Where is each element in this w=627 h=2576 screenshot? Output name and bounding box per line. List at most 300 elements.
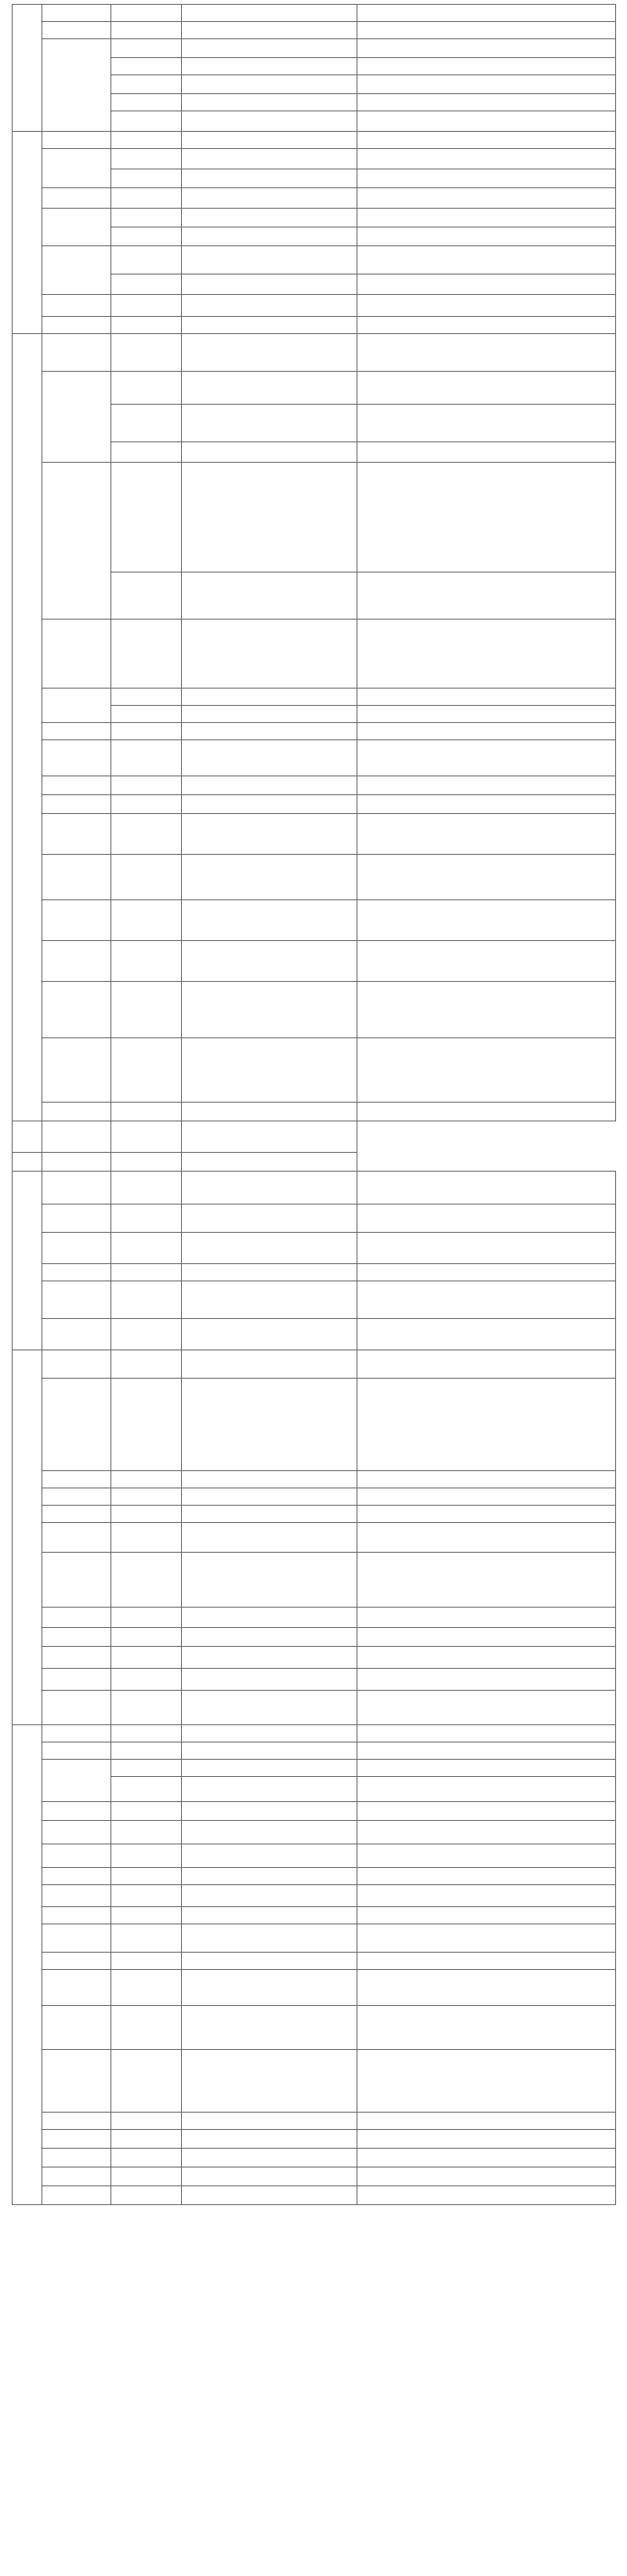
table-row <box>13 295 616 317</box>
address-cell <box>182 900 357 941</box>
address-cell <box>182 1953 357 1970</box>
activity-cell <box>357 111 616 132</box>
project-cell <box>111 1038 182 1103</box>
activity-cell <box>357 442 616 463</box>
table-row <box>13 900 616 941</box>
address-cell <box>182 619 357 689</box>
activity-cell <box>357 227 616 246</box>
address-cell <box>182 814 357 855</box>
address-cell <box>182 372 357 405</box>
table-row <box>13 1868 616 1885</box>
table-row <box>13 132 616 149</box>
developer-cell <box>42 1760 111 1802</box>
activity-cell <box>357 1647 616 1669</box>
project-cell <box>111 689 182 706</box>
table-row <box>13 2006 616 2050</box>
project-cell <box>111 2167 182 2186</box>
project-cell <box>111 706 182 723</box>
project-cell <box>111 1725 182 1742</box>
table-row <box>13 1172 616 1204</box>
area-cell <box>13 5 42 132</box>
project-cell <box>111 1281 182 1319</box>
activity-cell <box>357 22 616 39</box>
project-cell <box>111 1647 182 1669</box>
project-cell <box>111 1669 182 1691</box>
developer-cell <box>42 246 111 295</box>
address-cell <box>182 1628 357 1647</box>
table-row <box>13 209 616 227</box>
table-row <box>13 463 616 572</box>
activity-cell <box>357 941 616 982</box>
table-row <box>13 1844 616 1868</box>
activity-cell <box>357 1777 616 1802</box>
address-cell <box>182 1204 357 1233</box>
table-row <box>13 619 616 689</box>
project-cell <box>111 1553 182 1608</box>
developer-cell <box>42 1691 111 1725</box>
developer-cell <box>42 740 111 776</box>
table-row <box>13 22 616 39</box>
activity-cell <box>357 405 616 442</box>
developer-cell <box>42 2186 111 2205</box>
activity-cell <box>357 855 616 900</box>
address-cell <box>182 572 357 619</box>
activity-cell <box>357 1953 616 1970</box>
developer-cell <box>42 1379 111 1471</box>
activity-cell <box>182 1121 357 1153</box>
address-cell <box>182 1924 357 1953</box>
table-row <box>13 2167 616 2186</box>
project-cell <box>111 227 182 246</box>
address-cell <box>182 1691 357 1725</box>
address-cell <box>182 740 357 776</box>
developer-cell <box>42 463 111 619</box>
project-cell <box>111 2186 182 2205</box>
developer-cell <box>42 1523 111 1553</box>
activity-cell <box>357 94 616 111</box>
activity-cell <box>357 317 616 334</box>
activity-cell <box>357 1038 616 1103</box>
address-cell <box>182 295 357 317</box>
activity-cell <box>357 1523 616 1553</box>
project-cell <box>111 619 182 689</box>
table-row <box>13 1153 616 1172</box>
address-cell <box>182 1608 357 1628</box>
project-cell <box>111 1691 182 1725</box>
table-row <box>13 1553 616 1608</box>
table-row <box>13 1488 616 1506</box>
project-cell <box>111 1970 182 2006</box>
project-cell <box>111 463 182 572</box>
developer-cell <box>42 372 111 463</box>
developer-cell <box>42 1553 111 1608</box>
developer-cell <box>42 2006 111 2050</box>
developer-cell <box>42 689 111 723</box>
table-row <box>13 1760 616 1777</box>
project-cell <box>111 1777 182 1802</box>
developer-cell <box>42 1742 111 1760</box>
project-cell <box>111 1471 182 1488</box>
address-cell <box>111 1121 182 1153</box>
project-cell <box>111 372 182 405</box>
project-cell <box>111 111 182 132</box>
project-cell <box>111 295 182 317</box>
table-row <box>13 1264 616 1281</box>
table-row <box>13 1471 616 1488</box>
address-cell <box>182 463 357 572</box>
developer-cell <box>42 317 111 334</box>
table-row <box>13 1233 616 1264</box>
activity-cell <box>357 814 616 855</box>
table-row <box>13 1953 616 1970</box>
project-cell <box>111 169 182 188</box>
activity-cell <box>357 1264 616 1281</box>
activity-cell <box>357 209 616 227</box>
activity-cell <box>357 2130 616 2149</box>
activity-cell <box>357 1103 616 1121</box>
developer-cell <box>42 814 111 855</box>
table-row <box>13 723 616 740</box>
project-cell <box>111 572 182 619</box>
developer-cell <box>13 1153 42 1172</box>
address-cell <box>182 2130 357 2149</box>
address-cell <box>182 227 357 246</box>
developer-cell <box>42 1647 111 1669</box>
developer-cell <box>42 1628 111 1647</box>
table-row <box>13 2186 616 2205</box>
project-cell <box>111 2149 182 2167</box>
developer-cell <box>42 1038 111 1103</box>
developer-cell <box>42 1471 111 1488</box>
project-cell <box>111 246 182 274</box>
table-row <box>13 1924 616 1953</box>
table-row <box>13 317 616 334</box>
activity-cell <box>357 1924 616 1953</box>
area-cell <box>13 132 42 334</box>
address-cell <box>182 405 357 442</box>
developer-cell <box>42 1506 111 1523</box>
address-cell <box>182 209 357 227</box>
table-row <box>13 776 616 795</box>
address-cell <box>182 1885 357 1907</box>
developer-cell <box>42 795 111 814</box>
table-row <box>13 855 616 900</box>
area-cell <box>13 1725 42 2205</box>
project-cell <box>111 274 182 295</box>
activity-cell <box>357 1172 616 1204</box>
project-cell <box>111 1760 182 1777</box>
address-cell <box>182 132 357 149</box>
table-row <box>13 941 616 982</box>
project-cell <box>111 814 182 855</box>
address-cell <box>182 1523 357 1553</box>
activity-cell <box>357 246 616 274</box>
table-row <box>13 1350 616 1379</box>
activity-cell <box>357 1669 616 1691</box>
developer-cell <box>42 188 111 209</box>
project-cell <box>111 1264 182 1281</box>
activity-cell <box>357 39 616 58</box>
developer-cell <box>42 1264 111 1281</box>
address-cell <box>182 855 357 900</box>
activity-cell <box>357 1608 616 1628</box>
document <box>12 4 615 2205</box>
activity-cell <box>357 295 616 317</box>
address-cell <box>182 1233 357 1264</box>
developer-cell <box>42 1204 111 1233</box>
activity-cell <box>357 149 616 169</box>
project-cell <box>111 1379 182 1471</box>
developer-cell <box>42 295 111 317</box>
address-cell <box>182 1379 357 1471</box>
developer-cell <box>42 1953 111 1970</box>
project-cell <box>111 1802 182 1821</box>
address-cell <box>182 776 357 795</box>
table-row <box>13 1608 616 1628</box>
address-cell <box>182 2149 357 2167</box>
table-row <box>13 1742 616 1760</box>
address-cell <box>182 1319 357 1350</box>
table-row <box>13 795 616 814</box>
table-row <box>13 1907 616 1924</box>
activity-cell <box>357 372 616 405</box>
developer-cell <box>42 1924 111 1953</box>
activity-cell <box>357 5 616 22</box>
table-row <box>13 2149 616 2167</box>
developer-cell <box>42 776 111 795</box>
activity-cell <box>357 2149 616 2167</box>
project-cell <box>111 188 182 209</box>
table-row <box>13 740 616 776</box>
table-row <box>13 814 616 855</box>
address-cell <box>182 795 357 814</box>
address-cell <box>111 1153 182 1172</box>
activity-cell <box>357 740 616 776</box>
table-row <box>13 1885 616 1907</box>
address-cell <box>182 2113 357 2130</box>
project-cell <box>111 1924 182 1953</box>
activity-cell <box>357 132 616 149</box>
activity-cell <box>357 706 616 723</box>
developer-cell <box>42 1970 111 2006</box>
address-cell <box>182 94 357 111</box>
table-row <box>13 689 616 706</box>
project-cell <box>111 1523 182 1553</box>
project-cell <box>111 75 182 94</box>
project-cell <box>111 1953 182 1970</box>
activity-cell <box>357 274 616 295</box>
developer-cell <box>42 149 111 188</box>
address-cell <box>182 723 357 740</box>
address-cell <box>182 1742 357 1760</box>
activity-cell <box>357 1471 616 1488</box>
activity-cell <box>357 1691 616 1725</box>
project-cell <box>111 317 182 334</box>
developer-cell <box>42 1885 111 1907</box>
address-cell <box>182 317 357 334</box>
table-row <box>13 1821 616 1844</box>
address-cell <box>182 1350 357 1379</box>
area-cell <box>13 1350 42 1725</box>
activity-cell <box>357 1379 616 1471</box>
address-cell <box>182 2050 357 2113</box>
address-cell <box>182 1669 357 1691</box>
address-cell <box>182 1038 357 1103</box>
activity-cell <box>357 2186 616 2205</box>
developer-cell <box>42 132 111 149</box>
developer-cell <box>42 1608 111 1628</box>
address-cell <box>182 1264 357 1281</box>
activity-cell <box>357 795 616 814</box>
address-cell <box>182 1868 357 1885</box>
activity-cell <box>357 58 616 75</box>
table-row <box>13 372 616 405</box>
activity-cell <box>357 689 616 706</box>
project-cell <box>111 1350 182 1379</box>
developer-cell <box>42 1350 111 1379</box>
developer-cell <box>42 1868 111 1885</box>
activity-cell <box>357 2050 616 2113</box>
table-row <box>13 188 616 209</box>
project-cell <box>111 982 182 1038</box>
address-cell <box>182 982 357 1038</box>
activity-cell <box>357 1204 616 1233</box>
project-cell <box>111 1488 182 1506</box>
address-cell <box>182 941 357 982</box>
project-cell <box>111 2113 182 2130</box>
developer-cell <box>42 209 111 246</box>
project-cell <box>111 900 182 941</box>
address-cell <box>182 442 357 463</box>
activity-cell <box>357 2006 616 2050</box>
developer-cell <box>42 855 111 900</box>
address-cell <box>182 1647 357 1669</box>
developer-cell <box>42 1172 111 1204</box>
developer-cell <box>42 1281 111 1319</box>
developer-cell <box>42 334 111 372</box>
address-cell <box>182 334 357 372</box>
activity-cell <box>357 1553 616 1608</box>
activity-cell <box>357 1281 616 1319</box>
project-cell <box>111 2130 182 2149</box>
project-cell <box>111 149 182 169</box>
activity-cell <box>357 75 616 94</box>
developer-cell <box>42 1725 111 1742</box>
address-cell <box>182 1907 357 1924</box>
project-cell <box>111 723 182 740</box>
developer-cell <box>42 1821 111 1844</box>
address-cell <box>182 246 357 274</box>
project-cell <box>111 740 182 776</box>
address-cell <box>182 188 357 209</box>
developer-cell <box>42 900 111 941</box>
table-row <box>13 1204 616 1233</box>
address-cell <box>182 5 357 22</box>
address-cell <box>182 1506 357 1523</box>
project-cell <box>111 1608 182 1628</box>
developer-cell <box>42 1233 111 1264</box>
activity-cell <box>357 1233 616 1264</box>
project-cell <box>111 1506 182 1523</box>
address-cell <box>182 2006 357 2050</box>
developer-cell <box>42 1844 111 1868</box>
project-cell <box>111 1172 182 1204</box>
activity-cell <box>357 1868 616 1885</box>
activity-cell <box>357 572 616 619</box>
table-row <box>13 1669 616 1691</box>
project-cell <box>42 1121 111 1153</box>
project-cell <box>111 1103 182 1121</box>
table-row <box>13 246 616 274</box>
address-cell <box>182 1471 357 1488</box>
project-cell <box>111 22 182 39</box>
project-cell <box>111 855 182 900</box>
address-cell <box>182 1281 357 1319</box>
activity-cell <box>357 1970 616 2006</box>
developer-cell <box>42 2167 111 2186</box>
address-cell <box>182 111 357 132</box>
address-cell <box>182 1725 357 1742</box>
project-cell <box>111 442 182 463</box>
developer-cell <box>42 1319 111 1350</box>
developer-cell <box>42 2130 111 2149</box>
area-cell <box>13 1172 42 1350</box>
activity-cell <box>357 1742 616 1760</box>
activity-cell <box>357 1802 616 1821</box>
activity-cell <box>357 1907 616 1924</box>
developer-cell <box>42 2113 111 2130</box>
table-row <box>13 1506 616 1523</box>
activity-cell <box>357 723 616 740</box>
project-cell <box>111 776 182 795</box>
table-row <box>13 149 616 169</box>
table-row <box>13 1121 616 1153</box>
table-row <box>13 2050 616 2113</box>
project-cell <box>111 5 182 22</box>
project-cell <box>111 132 182 149</box>
developer-cell <box>42 5 111 22</box>
activity-cell <box>357 1350 616 1379</box>
activity-cell <box>357 1821 616 1844</box>
table-row <box>13 1970 616 2006</box>
developer-cell <box>42 941 111 982</box>
developer-cell <box>42 1488 111 1506</box>
activity-cell <box>357 1725 616 1742</box>
address-cell <box>182 1970 357 2006</box>
table-row <box>13 1691 616 1725</box>
activity-cell <box>182 1153 357 1172</box>
address-cell <box>182 1553 357 1608</box>
project-cell <box>42 1153 111 1172</box>
address-cell <box>182 75 357 94</box>
address-cell <box>182 274 357 295</box>
project-cell <box>111 58 182 75</box>
developer-cell <box>42 1669 111 1691</box>
project-cell <box>111 795 182 814</box>
address-cell <box>182 58 357 75</box>
project-cell <box>111 1885 182 1907</box>
address-cell <box>182 1821 357 1844</box>
project-cell <box>111 405 182 442</box>
activity-cell <box>357 334 616 372</box>
activity-cell <box>357 169 616 188</box>
address-cell <box>182 2186 357 2205</box>
project-cell <box>111 1628 182 1647</box>
table-row <box>13 1379 616 1471</box>
address-cell <box>182 706 357 723</box>
project-cell <box>111 941 182 982</box>
project-cell <box>111 2006 182 2050</box>
